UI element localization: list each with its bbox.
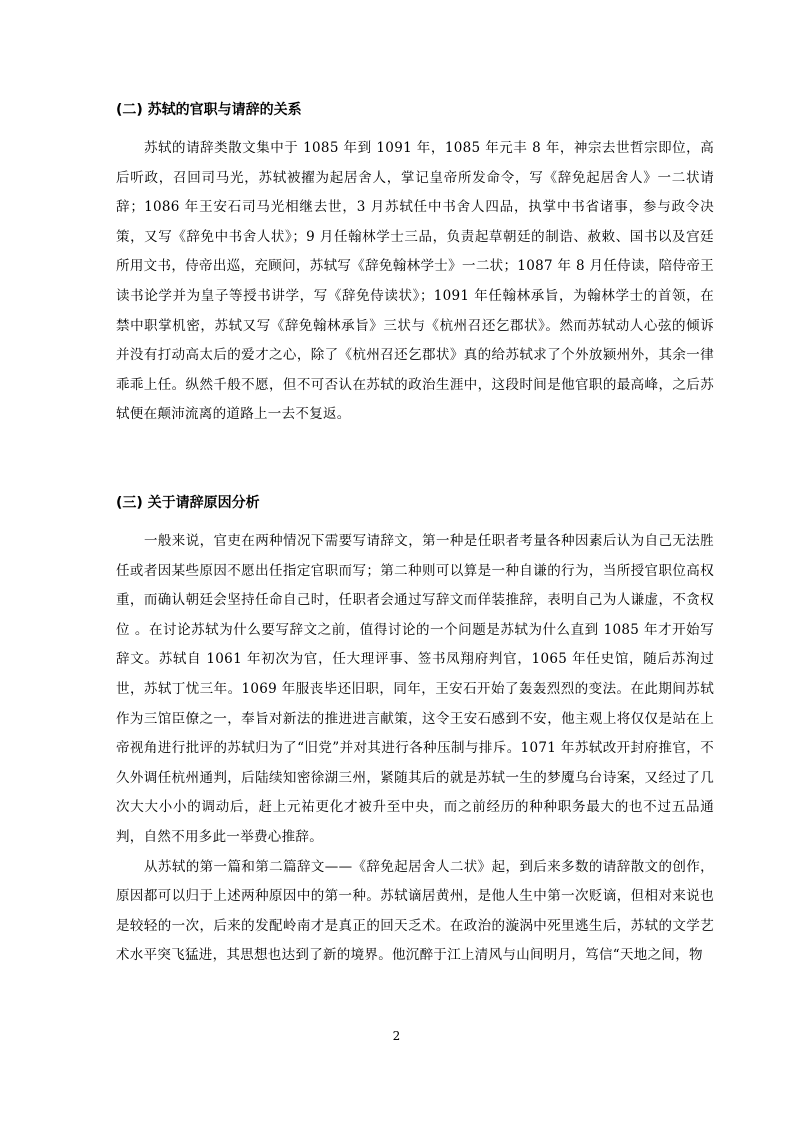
paragraph: 苏轼的请辞类散文集中于 1085 年到 1091 年，1085 年元丰 8 年，神宗去世哲宗即位，高后听政，召回司马光，苏轼被擢为起居舍人，掌记皇帝所发命令，写《辞免起居舍人》一二状请辞；1086 年王安石司马光相继去世，3 月苏轼任中书舍人四品，执掌中书省诸事，参与政令决策，又写《辞免中书舍人状》；9 月任翰林学士三品，负责起草朝廷的制诰、赦敕、国书以及宫廷所用文书，侍帝出巡，充顾问，苏轼写《辞免翰林学士》一二状；1087 年 8 月任侍读，陪侍帝王读书论学并为皇子等授书讲学，写《辞免侍读状》；1091 年任翰林承旨，为翰林学士的首领，在禁中职掌机密，苏轼又写《辞免翰林承旨》三状与《杭州召还乞郡状》。然而苏轼动人心弦的倾诉并没有打动高太后的爱才之心，除了《杭州召还乞郡状》真的给苏轼求了个外放颍州外，其余一律乖乖上任。纵然千般不愿，但不可否认在苏轼的政治生涯中，这段时间是他官职的最高峰，之后苏轼便在颠沛流离的道路上一去不复返。 [116, 140, 714, 423]
section-resignation-reasons [116, 493, 714, 971]
page-number: 2 [392, 1029, 401, 1043]
section-heading: (三) 关于请辞原因分析 [116, 495, 260, 511]
paragraph: 从苏轼的第一篇和第二篇辞文——《辞免起居舍人二状》起，到后来多数的请辞散文的创作，原因都可以归于上述两种原因中的第一种。苏轼谪居黄州，是他人生中第一次贬谪，但相对来说也是较轻的一次，后来的发配岭南才是真正的回天乏术。在政治的漩涡中死里逃生后，苏轼的文学艺术水平突飞猛进，其思想也达到了新的境界。他沉醉于江上清风与山间明月，笃信“天地之间，物 [116, 858, 714, 964]
section-heading: (二) 苏轼的官职与请辞的关系 [116, 102, 302, 118]
section-officials-and-resignation [116, 100, 714, 430]
paragraph: 一般来说，官吏在两种情况下需要写请辞文，第一种是任职者考量各种因素后认为自己无法胜任或者因某些原因不愿出任指定官职而写；第二种则可以算是一种自谦的行为，当所授官职位高权重，而确认朝廷会坚持任命自己时，任职者会通过写辞文而佯装推辞，表明自己为人谦虚，不贪权位 。在讨论苏轼为什么要写辞文之前，值得讨论的一个问题是苏轼为什么直到 1085 年才开始写辞文。苏轼自 1061 年初次为官，任大理评事、签书凤翔府判官，1065 年任史馆，随后苏洵过世，苏轼丁忧三年。1069 年服丧毕还旧职，同年，王安石开始了轰轰烈烈的变法。在此期间苏轼作为三馆臣僚之一，奉旨对新法的推进进言献策，这令王安石感到不安，他主观上将仅仅是站在上帝视角进行批评的苏轼归为了“旧党”并对其进行各种压制与排斥。1071 年苏轼改开封府推官，不久外调任杭州通判，后陆续知密徐湖三州，紧随其后的就是苏轼一生的梦魇乌台诗案，又经过了几次大大小小的调动后，赶上元祐更化才被升至中央，而之前经历的种种职务最大的也不过五品通判，自然不用多此一举费心推辞。 [116, 533, 714, 845]
